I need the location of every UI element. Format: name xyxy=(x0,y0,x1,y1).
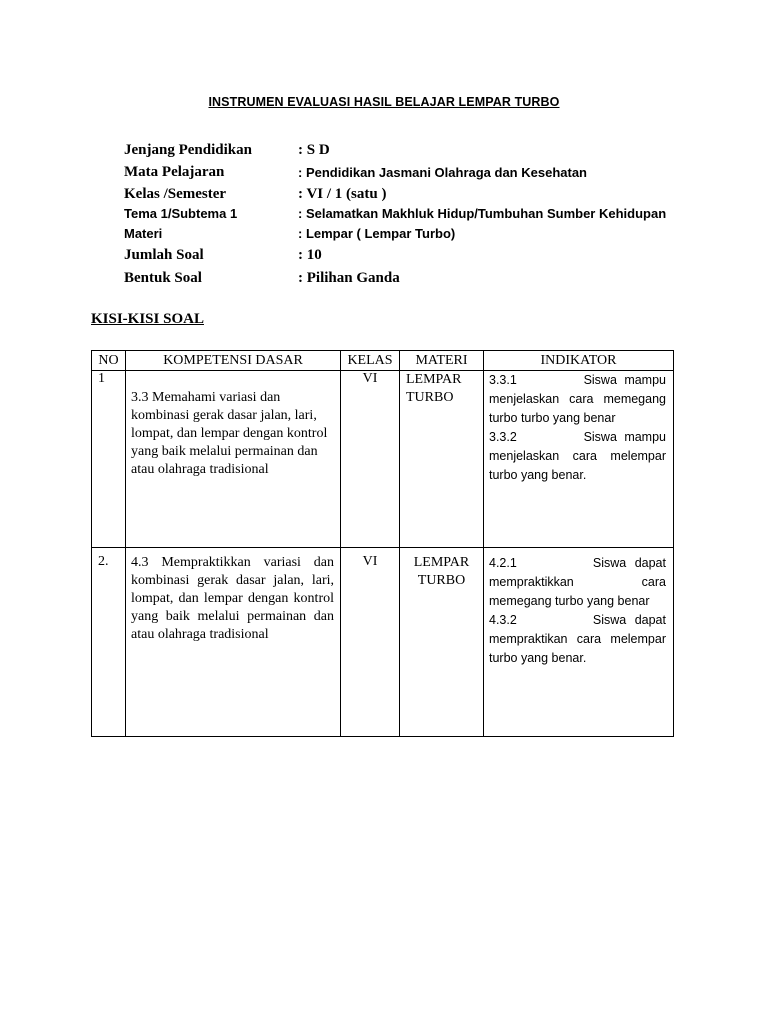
info-label: Tema 1/Subtema 1 xyxy=(124,206,238,221)
info-label: Bentuk Soal xyxy=(124,270,202,286)
info-value: : Pendidikan Jasmani Olahraga dan Kesehatan xyxy=(298,165,587,180)
header-materi: MATERI xyxy=(400,351,484,371)
header-kompetensi-dasar: KOMPETENSI DASAR xyxy=(126,351,341,371)
kisi-table xyxy=(91,350,674,737)
header-kelas: KELAS xyxy=(341,351,400,371)
cell-no: 2. xyxy=(92,548,126,737)
cell-kelas: VI xyxy=(341,548,400,737)
kd-text: 4.3 Mempraktikkan variasi dan kombinasi gerak dasar jalan, lari, lompat, dan lempar dengan kontrol yang baik melalui permainan dan atau olahraga tradisional xyxy=(131,555,334,642)
table-header-row xyxy=(92,351,674,371)
info-row-jumlah xyxy=(124,247,684,267)
info-value: : Selamatkan Makhluk Hidup/Tumbuhan Sumber Kehidupan xyxy=(298,206,667,221)
info-label: Materi xyxy=(124,226,163,241)
kd-text: 3.3 Memahami variasi dan kombinasi gerak dasar jalan, lari, lompat, dan lempar dengan kontrol yang baik melalui permainan dan atau olahraga tradisional xyxy=(131,390,328,477)
info-label: Mata Pelajaran xyxy=(124,164,225,180)
info-row-materi xyxy=(124,226,684,246)
info-label: Kelas /Semester xyxy=(124,186,227,202)
info-label: Jumlah Soal xyxy=(124,247,204,263)
indikator-item: 3.3.2 Siswa mampu menjelaskan cara melempar turbo yang benar. xyxy=(489,430,667,482)
cell-materi: LEMPAR TURBO xyxy=(400,548,484,737)
indikator-item: 3.3.1 Siswa mampu menjelaskan cara memegang turbo turbo yang benar xyxy=(489,373,667,425)
cell-kompetensi-dasar xyxy=(126,371,341,548)
indikator-item: 4.2.1 Siswa dapat mempraktikkan cara memegang turbo yang benar xyxy=(489,556,666,608)
info-label: Jenjang Pendidikan xyxy=(124,142,252,158)
cell-materi: LEMPAR TURBO xyxy=(400,371,484,548)
section-heading: KISI-KISI SOAL xyxy=(91,311,204,327)
table-row xyxy=(92,371,674,548)
info-value: : VI / 1 (satu ) xyxy=(298,186,387,202)
info-row-bentuk xyxy=(124,270,684,290)
info-value: : 10 xyxy=(298,247,322,263)
table-row xyxy=(92,548,674,737)
document-title: INSTRUMEN EVALUASI HASIL BELAJAR LEMPAR TURBO xyxy=(208,95,560,109)
info-value: : Pilihan Ganda xyxy=(298,270,400,286)
info-row-jenjang xyxy=(124,142,684,162)
cell-kelas: VI xyxy=(341,371,400,548)
cell-kompetensi-dasar xyxy=(126,548,341,737)
cell-indikator xyxy=(484,371,674,548)
indikator-item: 4.3.2 Siswa dapat mempraktikan cara melempar turbo yang benar. xyxy=(489,613,666,665)
info-value: : S D xyxy=(298,142,330,158)
header-indikator: INDIKATOR xyxy=(484,351,674,371)
header-no: NO xyxy=(92,351,126,371)
info-value: : Lempar ( Lempar Turbo) xyxy=(298,226,456,241)
cell-indikator xyxy=(484,548,674,737)
info-row-mapel xyxy=(124,164,684,184)
info-row-tema xyxy=(124,206,684,226)
cell-no: 1 xyxy=(92,371,126,548)
info-row-kelas xyxy=(124,186,684,206)
